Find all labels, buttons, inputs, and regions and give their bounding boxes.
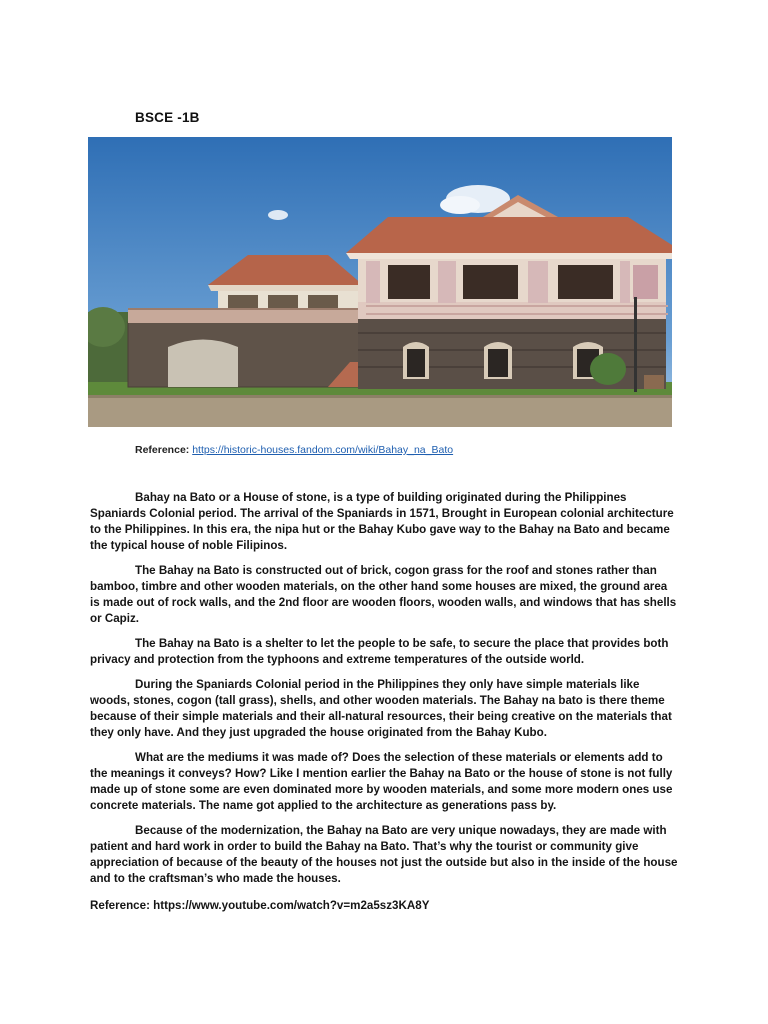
- paragraph-6: Because of the modernization, the Bahay na Bato are very unique nowadays, they are made with patient and hard work in order to build the Bahay na Bato. That’s why the tourist or community give appreciation of because of the beauty of the houses not just the outside but also in the inside of the house and to the craftsman’s who made the houses.: [90, 824, 678, 885]
- image-reference: [135, 444, 453, 456]
- section-heading: BSCE -1B: [135, 110, 200, 125]
- bahay-na-bato-photo: [88, 137, 672, 427]
- video-reference: Reference: https://www.youtube.com/watch?v=m2a5sz3KA8Y: [90, 899, 430, 912]
- image-reference-link[interactable]: https://historic-houses.fandom.com/wiki/Bahay_na_Bato: [192, 444, 454, 456]
- image-reference-label: Reference:: [135, 444, 193, 456]
- paragraph-4: During the Spaniards Colonial period in the Philippines they only have simple materials like woods, stones, cogon (tall grass), shells, and other wooden materials. The Bahay na bato is there theme because of their simple materials and their all-natural resources, their being creative on the materials that they only have. And they just upgraded the house originated from the Bahay Kubo.: [90, 678, 672, 739]
- paragraph-5: What are the mediums it was made of? Does the selection of these materials or elements add to the meanings it conveys? How? Like I mention earlier the Bahay na Bato or the house of stone is not fully made up of stone some are even dominated more by wooden materials, and some more modern ones use concrete materials. The name got applied to the architecture as generations pass by.: [90, 751, 673, 812]
- paragraph-3: The Bahay na Bato is a shelter to let the people to be safe, to secure the place that provides both privacy and protection from the typhoons and extreme temperatures of the outside world.: [90, 637, 669, 666]
- paragraph-1: Bahay na Bato or a House of stone, is a type of building originated during the Philippines Spaniards Colonial period. The arrival of the Spaniards in 1571, Brought in European colonial architecture to the Philippines. In this era, the nipa hut or the Bahay Kubo gave way to the Bahay na Bato and became the typical house of noble Filipinos.: [90, 491, 674, 552]
- essay-body: [90, 490, 678, 896]
- paragraph-2: The Bahay na Bato is constructed out of brick, cogon grass for the roof and stones rather than bamboo, timbre and other wooden materials, on the other hand some houses are mixed, the ground area is made out of rock walls, and the 2nd floor are wooden floors, wooden walls, and windows that has shells or Capiz.: [90, 564, 677, 625]
